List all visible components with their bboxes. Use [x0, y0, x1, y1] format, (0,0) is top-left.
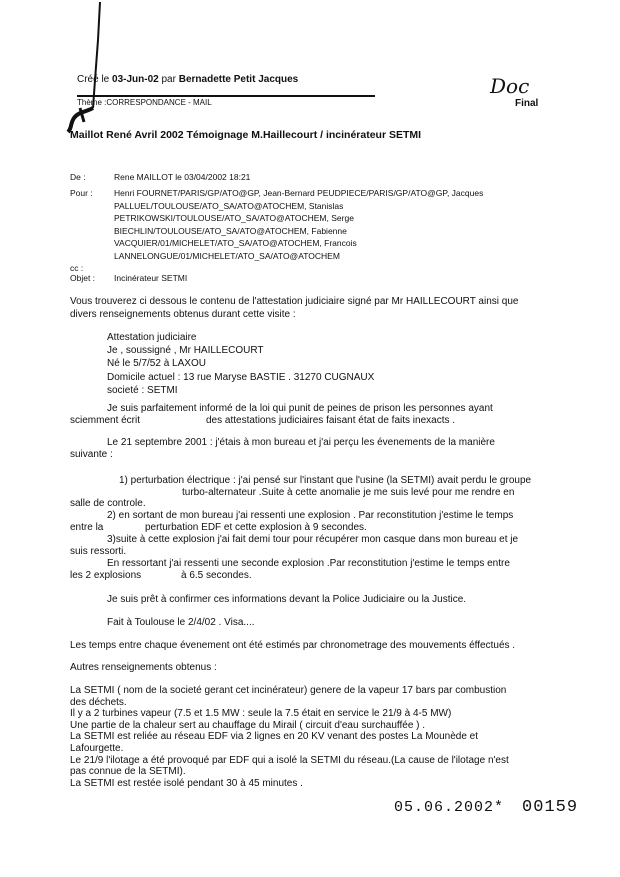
- intro-line: Vous trouverez ci dessous le contenu de l'attestation judiciaire signé par Mr HAILLECOURT ainsi que: [70, 296, 519, 307]
- author: Bernadette Petit Jacques: [178, 74, 299, 85]
- header-rule: [77, 95, 375, 97]
- statement-item-1: 1) perturbation électrique : j'ai pensé sur l'instant que l'usine (la SETMI) avait perdu le groupe: [119, 475, 532, 486]
- statement-item-2: perturbation EDF et cette explosion à 9 secondes.: [145, 522, 367, 533]
- statement-item-3: suis ressorti.: [70, 546, 127, 557]
- recipient-line: LANNELONGUE/01/MICHELET/ATO_SA/ATO@ATOCHEM: [114, 250, 340, 261]
- intro-paragraph: [70, 295, 518, 321]
- statement-item-4: En ressortant j'ai ressenti une seconde explosion .Par reconstitution j'estime le temps entre: [107, 558, 510, 569]
- to-recipients: [114, 187, 483, 263]
- stamp-number: 00159: [522, 798, 579, 817]
- info-line: pas connue de la SETMI).: [70, 766, 186, 778]
- statement-item-2: entre la: [70, 522, 104, 533]
- created-prefix: Créé le: [77, 74, 110, 85]
- statement-line: des attestations judiciaires faisant état de faits inexacts .: [206, 415, 456, 426]
- timing-note: Les temps entre chaque évenement ont été estimés par chronometrage des mouvements éffectués .: [70, 640, 516, 651]
- statement-line: Le 21 septembre 2001 : j'étais à mon bureau et j'ai perçu les évenements de la manière: [107, 437, 495, 448]
- attestation-line: Né le 5/7/52 à LAXOU: [107, 358, 206, 370]
- statement-item-1: turbo-alternateur .Suite à cette anomalie je me suis levé pour me rendre en: [182, 487, 515, 498]
- attestation-line: Je , soussigné , Mr HAILLECOURT: [107, 345, 264, 357]
- info-line: La SETMI ( nom de la societé gerant cet incinérateur) genere de la vapeur 17 bars par combustion: [70, 685, 507, 696]
- statement-item-3: 3)suite à cette explosion j'ai fait demi tour pour récupérer mon casque dans mon bureau et je: [107, 534, 519, 545]
- handwritten-annotation: Doc: [490, 74, 530, 98]
- statement-item-4: à 6.5 secondes.: [181, 570, 252, 581]
- recipient-line: PALLUEL/TOULOUSE/ATO_SA/ATO@ATOCHEM, Stanislas: [114, 200, 344, 211]
- other-info-heading: Autres renseignements obtenus :: [70, 662, 217, 673]
- info-line: Lafourgette.: [70, 742, 124, 754]
- created-line: [77, 74, 298, 85]
- info-line: Une partie de la chaleur sert au chauffage du Mirail ( circuit d'eau surchauffée ) .: [70, 719, 426, 731]
- created-date: 03-Jun-02: [112, 74, 159, 85]
- subject-label: Objet :: [70, 273, 96, 283]
- statement-signed: Fait à Toulouse le 2/4/02 . Visa....: [107, 617, 255, 628]
- statement-item-2: 2) en sortant de mon bureau j'ai ressenti une explosion . Par reconstitution j'estime le temps: [107, 510, 514, 521]
- to-label: Pour :: [70, 188, 93, 198]
- handwritten-stroke: [60, 0, 120, 140]
- date-stamp: [394, 798, 578, 817]
- subject-value: Incinérateur SETMI: [114, 273, 188, 283]
- info-line: La SETMI est restée isolé pendant 30 à 45 minutes .: [70, 777, 303, 789]
- attestation-line: Attestation judiciaire: [107, 332, 197, 343]
- intro-line: divers renseignements obtenus durant cette visite :: [70, 309, 296, 320]
- doc-title: Maillot René Avril 2002 Témoignage M.Haillecourt / incinérateur SETMI: [70, 129, 422, 141]
- from-label: De :: [70, 172, 86, 182]
- statement-line: sciemment écrit: [70, 415, 141, 426]
- recipient-line: VACQUIER/01/MICHELET/ATO_SA/ATO@ATOCHEM, Francois: [114, 238, 357, 249]
- info-line: des déchets.: [70, 696, 127, 708]
- statement-item-1: salle de controle.: [70, 498, 146, 509]
- recipient-line: BIECHLIN/TOULOUSE/ATO_SA/ATO@ATOCHEM, Fabienne: [114, 225, 347, 236]
- status-label: Final: [515, 98, 539, 109]
- info-line: La SETMI est reliée au réseau EDF via 2 lignes en 20 KV venant des postes La Mounède et: [70, 731, 479, 743]
- statement-line: Je suis parfaitement informé de la loi qui punit de peines de prison les personnes ayant: [107, 403, 493, 414]
- info-line: Le 21/9 l'ilotage a été provoqué par EDF qui a isolé la SETMI du réseau.(La cause de l'ilotage n'est: [70, 754, 509, 766]
- by-label: par: [161, 74, 176, 85]
- recipient-line: Henri FOURNET/PARIS/GP/ATO@GP, Jean-Bernard PEUDPIECE/PARIS/GP/ATO@GP, Jacques: [114, 188, 484, 198]
- attestation-block: [107, 331, 374, 397]
- statement-line: suivante :: [70, 449, 113, 460]
- cc-label: cc :: [70, 263, 84, 273]
- info-line: Il y a 2 turbines vapeur (7.5 et 1.5 MW : seule la 7.5 était en service le 21/9 à 4-5 MW): [70, 708, 452, 720]
- statement-item-4: les 2 explosions: [70, 570, 142, 581]
- attestation-line: Domicile actuel : 13 rue Maryse BASTIE . 31270 CUGNAUX: [107, 371, 375, 383]
- theme-label: Thème :CORRESPONDANCE - MAIL: [77, 98, 212, 107]
- stamp-date: 05.06.2002*: [394, 799, 505, 816]
- statement-confirm: Je suis prêt à confirmer ces informations devant la Police Judiciaire ou la Justice.: [107, 594, 467, 605]
- attestation-line: societé : SETMI: [107, 384, 178, 396]
- other-info-block: [70, 685, 509, 789]
- from-value: Rene MAILLOT le 03/04/2002 18:21: [114, 172, 251, 182]
- recipient-line: PETRIKOWSKI/TOULOUSE/ATO_SA/ATO@ATOCHEM, Serge: [114, 213, 354, 224]
